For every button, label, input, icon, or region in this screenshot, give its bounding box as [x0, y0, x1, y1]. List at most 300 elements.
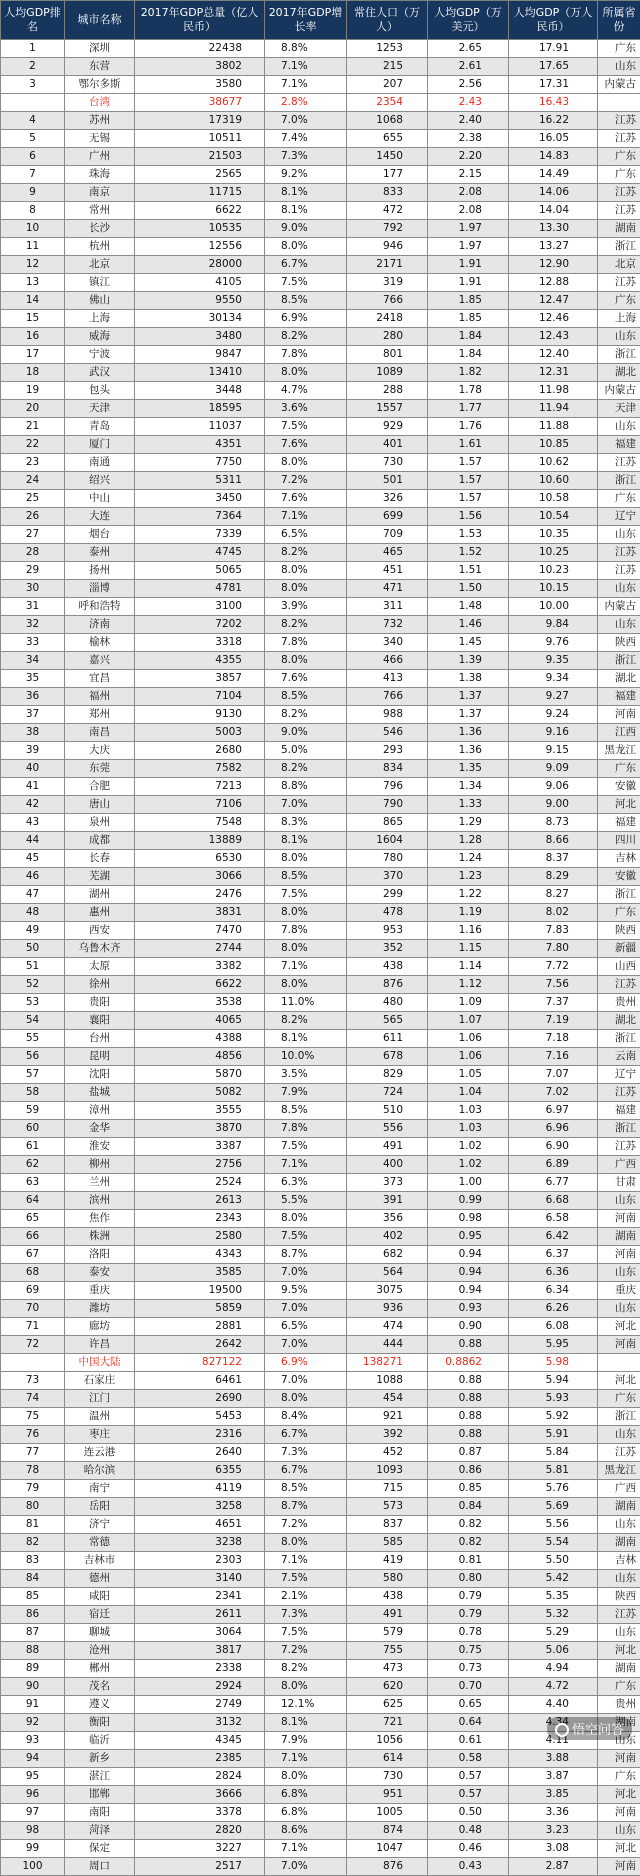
- cell-city: 淮安: [65, 1138, 135, 1156]
- cell-pccny: 8.73: [509, 814, 598, 832]
- cell-city: 东营: [65, 58, 135, 76]
- cell-gdp: 7470: [135, 922, 265, 940]
- cell-pcusd: 1.28: [428, 832, 509, 850]
- cell-prov: 河南: [598, 1750, 640, 1768]
- cell-city: 榆林: [65, 634, 135, 652]
- cell-city: 新乡: [65, 1750, 135, 1768]
- cell-pccny: 10.85: [509, 436, 598, 454]
- table-row-highlight: [1, 94, 640, 112]
- cell-prov: 山东: [598, 1264, 640, 1282]
- cell-pop: 829: [347, 1066, 428, 1084]
- cell-rank: 3: [1, 76, 65, 94]
- cell-pop: 454: [347, 1390, 428, 1408]
- cell-pop: 611: [347, 1030, 428, 1048]
- cell-prov: 河北: [598, 1372, 640, 1390]
- cell-pop: 620: [347, 1678, 428, 1696]
- cell-pcusd: 0.80: [428, 1570, 509, 1588]
- cell-pcusd: 0.94: [428, 1264, 509, 1282]
- table-row: [1, 976, 640, 994]
- cell-gdp: 2338: [135, 1660, 265, 1678]
- table-row: [1, 562, 640, 580]
- cell-growth: 7.0%: [265, 1336, 347, 1354]
- cell-city: 菏泽: [65, 1822, 135, 1840]
- cell-pccny: 14.06: [509, 184, 598, 202]
- table-row: [1, 1822, 640, 1840]
- cell-prov: 浙江: [598, 472, 640, 490]
- cell-rank: 8: [1, 202, 65, 220]
- cell-city: 芜湖: [65, 868, 135, 886]
- cell-growth: 7.2%: [265, 472, 347, 490]
- table-header-row: [1, 1, 640, 40]
- cell-growth: 8.5%: [265, 292, 347, 310]
- cell-rank: 18: [1, 364, 65, 382]
- table-row: [1, 1786, 640, 1804]
- cell-pcusd: 1.51: [428, 562, 509, 580]
- cell-gdp: 4343: [135, 1246, 265, 1264]
- cell-city: 常德: [65, 1534, 135, 1552]
- cell-growth: 7.3%: [265, 1444, 347, 1462]
- cell-rank: 89: [1, 1660, 65, 1678]
- table-row: [1, 868, 640, 886]
- cell-gdp: 4388: [135, 1030, 265, 1048]
- cell-pccny: 16.22: [509, 112, 598, 130]
- cell-gdp: 3387: [135, 1138, 265, 1156]
- cell-pccny: 4.40: [509, 1696, 598, 1714]
- cell-city: 重庆: [65, 1282, 135, 1300]
- cell-rank: 61: [1, 1138, 65, 1156]
- cell-city: 宿迁: [65, 1606, 135, 1624]
- table-row: [1, 1048, 640, 1066]
- cell-growth: 8.2%: [265, 544, 347, 562]
- cell-prov: 广东: [598, 1678, 640, 1696]
- cell-pcusd: 0.82: [428, 1516, 509, 1534]
- cell-growth: 7.0%: [265, 1372, 347, 1390]
- cell-growth: 8.0%: [265, 940, 347, 958]
- cell-pccny: 14.83: [509, 148, 598, 166]
- cell-pop: 625: [347, 1696, 428, 1714]
- table-row: [1, 202, 640, 220]
- cell-prov: 福建: [598, 814, 640, 832]
- table-row: [1, 1120, 640, 1138]
- cell-city: 保定: [65, 1840, 135, 1858]
- cell-pccny: 9.09: [509, 760, 598, 778]
- cell-growth: 7.5%: [265, 1570, 347, 1588]
- cell-city: 南通: [65, 454, 135, 472]
- cell-rank: 93: [1, 1732, 65, 1750]
- cell-pcusd: 2.08: [428, 202, 509, 220]
- cell-growth: 12.1%: [265, 1696, 347, 1714]
- cell-prov: 江苏: [598, 1444, 640, 1462]
- table-row: [1, 994, 640, 1012]
- cell-prov: 福建: [598, 1102, 640, 1120]
- cell-pcusd: 0.85: [428, 1480, 509, 1498]
- cell-rank: 79: [1, 1480, 65, 1498]
- cell-growth: 7.1%: [265, 1552, 347, 1570]
- cell-gdp: 2680: [135, 742, 265, 760]
- table-row: [1, 472, 640, 490]
- cell-gdp: 3318: [135, 634, 265, 652]
- table-row: [1, 1300, 640, 1318]
- cell-pccny: 5.54: [509, 1534, 598, 1552]
- table-row: [1, 76, 640, 94]
- cell-pccny: 4.34: [509, 1714, 598, 1732]
- cell-city: 湖州: [65, 886, 135, 904]
- cell-prov: 浙江: [598, 1030, 640, 1048]
- cell-pccny: 9.34: [509, 670, 598, 688]
- table-row: [1, 1840, 640, 1858]
- cell-growth: 7.8%: [265, 634, 347, 652]
- cell-city: 北京: [65, 256, 135, 274]
- cell-prov: 陕西: [598, 634, 640, 652]
- cell-pccny: 5.76: [509, 1480, 598, 1498]
- table-row: [1, 148, 640, 166]
- table-row: [1, 508, 640, 526]
- cell-pop: 510: [347, 1102, 428, 1120]
- cell-pcusd: 2.65: [428, 40, 509, 58]
- cell-pop: 280: [347, 328, 428, 346]
- cell-prov: 陕西: [598, 1588, 640, 1606]
- cell-gdp: 6461: [135, 1372, 265, 1390]
- cell-prov: 上海: [598, 310, 640, 328]
- cell-city: 太原: [65, 958, 135, 976]
- cell-growth: 4.7%: [265, 382, 347, 400]
- table-row: [1, 904, 640, 922]
- table-row: [1, 1750, 640, 1768]
- cell-rank: 6: [1, 148, 65, 166]
- cell-rank: 31: [1, 598, 65, 616]
- cell-pccny: 3.87: [509, 1768, 598, 1786]
- cell-pop: 480: [347, 994, 428, 1012]
- cell-pcusd: 0.81: [428, 1552, 509, 1570]
- cell-pop: 478: [347, 904, 428, 922]
- cell-growth: 11.0%: [265, 994, 347, 1012]
- cell-city: 中山: [65, 490, 135, 508]
- cell-pccny: 12.40: [509, 346, 598, 364]
- cell-city: 遵义: [65, 1696, 135, 1714]
- cell-city: 呼和浩特: [65, 598, 135, 616]
- cell-gdp: 10535: [135, 220, 265, 238]
- cell-city: 唐山: [65, 796, 135, 814]
- cell-gdp: 30134: [135, 310, 265, 328]
- cell-gdp: 18595: [135, 400, 265, 418]
- table-row: [1, 1192, 640, 1210]
- cell-pop: 682: [347, 1246, 428, 1264]
- cell-city: 南昌: [65, 724, 135, 742]
- cell-pcusd: 0.94: [428, 1246, 509, 1264]
- cell-rank: 98: [1, 1822, 65, 1840]
- cell-gdp: 5453: [135, 1408, 265, 1426]
- cell-pccny: 6.42: [509, 1228, 598, 1246]
- cell-gdp: 4355: [135, 652, 265, 670]
- cell-pcusd: 1.05: [428, 1066, 509, 1084]
- cell-pcusd: 1.06: [428, 1030, 509, 1048]
- cell-city: 岳阳: [65, 1498, 135, 1516]
- cell-gdp: 827122: [135, 1354, 265, 1372]
- cell-gdp: 7213: [135, 778, 265, 796]
- cell-pccny: 10.25: [509, 544, 598, 562]
- cell-pcusd: 0.48: [428, 1822, 509, 1840]
- table-row: [1, 580, 640, 598]
- cell-pop: 929: [347, 418, 428, 436]
- cell-prov: 江苏: [598, 1084, 640, 1102]
- cell-prov: 吉林: [598, 1552, 640, 1570]
- cell-pop: 471: [347, 580, 428, 598]
- cell-city: 长沙: [65, 220, 135, 238]
- cell-gdp: 19500: [135, 1282, 265, 1300]
- cell-city: 泰州: [65, 544, 135, 562]
- cell-city: 贵阳: [65, 994, 135, 1012]
- cell-pccny: 7.18: [509, 1030, 598, 1048]
- cell-pop: 326: [347, 490, 428, 508]
- cell-city: 石家庄: [65, 1372, 135, 1390]
- cell-city: 杭州: [65, 238, 135, 256]
- cell-prov: 辽宁: [598, 508, 640, 526]
- cell-pop: 730: [347, 1768, 428, 1786]
- cell-growth: 9.5%: [265, 1282, 347, 1300]
- cell-prov: 河北: [598, 1318, 640, 1336]
- header-population: 常住人口（万人）: [347, 1, 428, 40]
- cell-pcusd: 1.84: [428, 328, 509, 346]
- cell-rank: 64: [1, 1192, 65, 1210]
- cell-gdp: 5859: [135, 1300, 265, 1318]
- cell-pop: 874: [347, 1822, 428, 1840]
- cell-rank: 91: [1, 1696, 65, 1714]
- cell-prov: 广东: [598, 1768, 640, 1786]
- cell-pccny: 14.04: [509, 202, 598, 220]
- cell-pcusd: 1.12: [428, 976, 509, 994]
- cell-city: 柳州: [65, 1156, 135, 1174]
- cell-pccny: 7.37: [509, 994, 598, 1012]
- cell-pop: 215: [347, 58, 428, 76]
- cell-gdp: 3227: [135, 1840, 265, 1858]
- cell-pop: 1047: [347, 1840, 428, 1858]
- cell-gdp: 3066: [135, 868, 265, 886]
- cell-prov: 河南: [598, 706, 640, 724]
- cell-growth: 8.5%: [265, 688, 347, 706]
- cell-rank: 19: [1, 382, 65, 400]
- cell-city: 宜昌: [65, 670, 135, 688]
- cell-pop: 837: [347, 1516, 428, 1534]
- cell-pccny: 9.84: [509, 616, 598, 634]
- cell-gdp: 13410: [135, 364, 265, 382]
- cell-pcusd: 1.16: [428, 922, 509, 940]
- cell-prov: [598, 94, 640, 112]
- cell-rank: 44: [1, 832, 65, 850]
- cell-pcusd: 0.87: [428, 1444, 509, 1462]
- cell-pcusd: 0.84: [428, 1498, 509, 1516]
- cell-growth: 7.5%: [265, 1624, 347, 1642]
- cell-pcusd: 1.33: [428, 796, 509, 814]
- cell-pccny: 9.06: [509, 778, 598, 796]
- cell-pop: 876: [347, 1858, 428, 1876]
- cell-pop: 288: [347, 382, 428, 400]
- cell-pop: 921: [347, 1408, 428, 1426]
- cell-prov: 广东: [598, 40, 640, 58]
- cell-growth: 8.2%: [265, 1660, 347, 1678]
- cell-prov: 河南: [598, 1336, 640, 1354]
- cell-pcusd: 1.36: [428, 742, 509, 760]
- cell-city: 连云港: [65, 1444, 135, 1462]
- cell-prov: 湖南: [598, 1714, 640, 1732]
- cell-pop: 780: [347, 850, 428, 868]
- cell-pccny: 7.80: [509, 940, 598, 958]
- cell-pcusd: 1.03: [428, 1120, 509, 1138]
- cell-growth: 7.6%: [265, 490, 347, 508]
- cell-gdp: 2820: [135, 1822, 265, 1840]
- cell-pcusd: 1.38: [428, 670, 509, 688]
- cell-growth: 7.2%: [265, 1516, 347, 1534]
- header-rank: 人均GDP排名: [1, 1, 65, 40]
- cell-prov: 湖北: [598, 1012, 640, 1030]
- cell-pccny: 12.46: [509, 310, 598, 328]
- cell-pcusd: 2.08: [428, 184, 509, 202]
- cell-pop: 340: [347, 634, 428, 652]
- cell-pcusd: 1.57: [428, 472, 509, 490]
- table-row: [1, 724, 640, 742]
- cell-growth: 3.9%: [265, 598, 347, 616]
- cell-growth: 8.0%: [265, 1678, 347, 1696]
- cell-gdp: 3132: [135, 1714, 265, 1732]
- table-row: [1, 1246, 640, 1264]
- cell-rank: [1, 1354, 65, 1372]
- cell-pcusd: 1.06: [428, 1048, 509, 1066]
- cell-city: 大庆: [65, 742, 135, 760]
- cell-prov: 浙江: [598, 652, 640, 670]
- cell-city: 长春: [65, 850, 135, 868]
- header-per-capita-usd: 人均GDP（万美元）: [428, 1, 509, 40]
- cell-pop: 766: [347, 292, 428, 310]
- cell-growth: 7.1%: [265, 1840, 347, 1858]
- cell-pcusd: 2.56: [428, 76, 509, 94]
- cell-gdp: 3238: [135, 1534, 265, 1552]
- cell-pccny: 17.31: [509, 76, 598, 94]
- cell-growth: 7.6%: [265, 670, 347, 688]
- cell-gdp: 5870: [135, 1066, 265, 1084]
- cell-city: 株洲: [65, 1228, 135, 1246]
- cell-prov: 山东: [598, 580, 640, 598]
- cell-growth: 8.1%: [265, 1714, 347, 1732]
- cell-rank: 76: [1, 1426, 65, 1444]
- cell-prov: 山东: [598, 616, 640, 634]
- cell-pccny: 10.00: [509, 598, 598, 616]
- cell-gdp: 3857: [135, 670, 265, 688]
- cell-prov: 湖南: [598, 220, 640, 238]
- table-row: [1, 238, 640, 256]
- cell-prov: 黑龙江: [598, 1462, 640, 1480]
- cell-pccny: 10.62: [509, 454, 598, 472]
- cell-pccny: 7.83: [509, 922, 598, 940]
- cell-pop: 953: [347, 922, 428, 940]
- cell-gdp: 4651: [135, 1516, 265, 1534]
- cell-pop: 715: [347, 1480, 428, 1498]
- cell-prov: 江苏: [598, 976, 640, 994]
- cell-city: 宁波: [65, 346, 135, 364]
- cell-pop: 1089: [347, 364, 428, 382]
- cell-growth: 6.3%: [265, 1174, 347, 1192]
- cell-rank: 75: [1, 1408, 65, 1426]
- cell-city: 郑州: [65, 706, 135, 724]
- table-row: [1, 454, 640, 472]
- cell-rank: 42: [1, 796, 65, 814]
- cell-gdp: 6622: [135, 976, 265, 994]
- cell-rank: 36: [1, 688, 65, 706]
- cell-growth: 8.5%: [265, 1480, 347, 1498]
- cell-pcusd: 1.91: [428, 256, 509, 274]
- cell-prov: 北京: [598, 256, 640, 274]
- cell-pop: 293: [347, 742, 428, 760]
- cell-pop: 466: [347, 652, 428, 670]
- cell-pccny: 6.26: [509, 1300, 598, 1318]
- cell-prov: 湖南: [598, 1534, 640, 1552]
- cell-growth: 2.8%: [265, 94, 347, 112]
- cell-growth: 3.5%: [265, 1066, 347, 1084]
- cell-pccny: 5.06: [509, 1642, 598, 1660]
- cell-pop: 451: [347, 562, 428, 580]
- cell-pcusd: 0.82: [428, 1534, 509, 1552]
- cell-rank: 41: [1, 778, 65, 796]
- cell-rank: 5: [1, 130, 65, 148]
- cell-rank: 83: [1, 1552, 65, 1570]
- cell-prov: 江苏: [598, 454, 640, 472]
- cell-gdp: 3480: [135, 328, 265, 346]
- cell-prov: 广东: [598, 166, 640, 184]
- cell-rank: 67: [1, 1246, 65, 1264]
- cell-city: 南阳: [65, 1804, 135, 1822]
- cell-pop: 207: [347, 76, 428, 94]
- cell-growth: 7.1%: [265, 508, 347, 526]
- cell-growth: 6.9%: [265, 1354, 347, 1372]
- cell-pop: 465: [347, 544, 428, 562]
- cell-city: 乌鲁木齐: [65, 940, 135, 958]
- cell-gdp: 38677: [135, 94, 265, 112]
- cell-gdp: 22438: [135, 40, 265, 58]
- table-row: [1, 922, 640, 940]
- cell-pcusd: 1.07: [428, 1012, 509, 1030]
- cell-pop: 988: [347, 706, 428, 724]
- search-eye-icon: [555, 1723, 569, 1737]
- cell-prov: 山东: [598, 1426, 640, 1444]
- cell-growth: 8.0%: [265, 364, 347, 382]
- cell-pcusd: 1.00: [428, 1174, 509, 1192]
- cell-growth: 8.1%: [265, 202, 347, 220]
- table-row: [1, 1606, 640, 1624]
- cell-pcusd: 0.57: [428, 1786, 509, 1804]
- cell-pop: 766: [347, 688, 428, 706]
- cell-city: 广州: [65, 148, 135, 166]
- cell-gdp: 4345: [135, 1732, 265, 1750]
- table-row: [1, 1138, 640, 1156]
- cell-pop: 2418: [347, 310, 428, 328]
- table-row: [1, 796, 640, 814]
- cell-pop: 473: [347, 1660, 428, 1678]
- cell-pccny: 6.36: [509, 1264, 598, 1282]
- cell-pop: 699: [347, 508, 428, 526]
- cell-prov: 甘肃: [598, 1174, 640, 1192]
- cell-pop: 392: [347, 1426, 428, 1444]
- cell-city: 深圳: [65, 40, 135, 58]
- cell-city: 洛阳: [65, 1246, 135, 1264]
- cell-gdp: 3817: [135, 1642, 265, 1660]
- cell-prov: 江苏: [598, 544, 640, 562]
- cell-gdp: 7339: [135, 526, 265, 544]
- cell-pccny: 12.43: [509, 328, 598, 346]
- cell-growth: 8.1%: [265, 832, 347, 850]
- table-row: [1, 112, 640, 130]
- cell-pccny: 10.15: [509, 580, 598, 598]
- cell-growth: 7.9%: [265, 1732, 347, 1750]
- table-row: [1, 1030, 640, 1048]
- cell-growth: 6.5%: [265, 1318, 347, 1336]
